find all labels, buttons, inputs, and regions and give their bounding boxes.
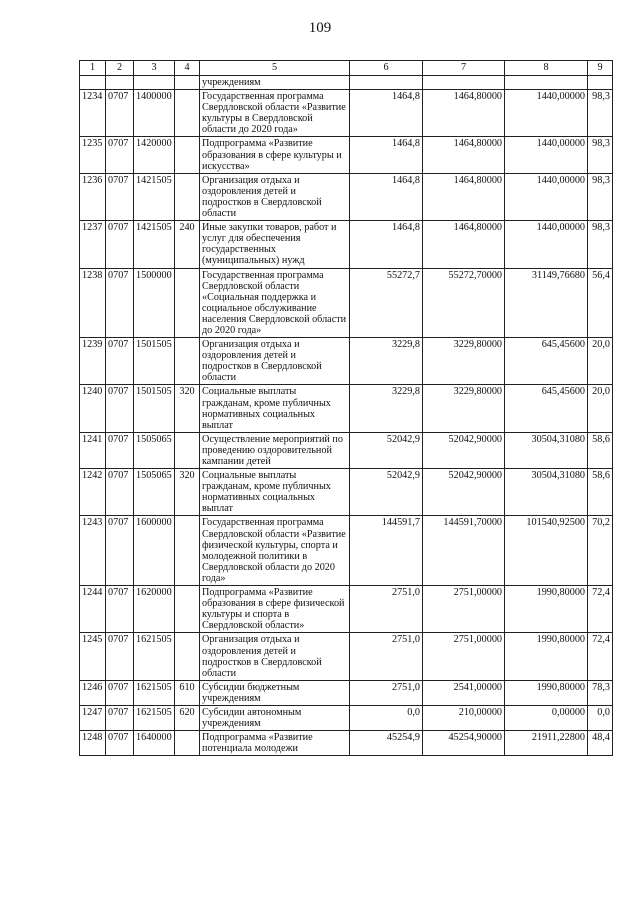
table-row xyxy=(80,221,613,268)
section-code-cell: 0707 xyxy=(106,516,134,586)
target-code-cell: 1501505 xyxy=(134,338,175,385)
section-code-cell: 0707 xyxy=(106,731,134,756)
planned-amount-cell: 2751,0 xyxy=(350,586,423,633)
executed-amount-cell xyxy=(505,76,588,90)
executed-amount-cell: 1440,00000 xyxy=(505,221,588,268)
table-row xyxy=(80,385,613,432)
executed-amount-cell: 1440,00000 xyxy=(505,90,588,137)
planned-amount-cell: 3229,8 xyxy=(350,385,423,432)
adjusted-amount-cell: 2541,00000 xyxy=(423,680,505,705)
table-row xyxy=(80,586,613,633)
adjusted-amount-cell: 1464,80000 xyxy=(423,221,505,268)
target-code-cell: 1621505 xyxy=(134,633,175,680)
target-code-cell: 1421505 xyxy=(134,173,175,220)
description-cell: Социальные выплаты гражданам, кроме публичных нормативных социальных выплат xyxy=(200,385,350,432)
description-cell: Субсидии бюджетным учреждениям xyxy=(200,680,350,705)
table-row xyxy=(80,469,613,516)
description-cell: Подпрограмма «Развитие образования в сфере физической культуры и спорта в Свердловской области» xyxy=(200,586,350,633)
adjusted-amount-cell: 2751,00000 xyxy=(423,633,505,680)
target-code-cell: 1501505 xyxy=(134,385,175,432)
planned-amount-cell: 52042,9 xyxy=(350,469,423,516)
target-code-cell: 1400000 xyxy=(134,90,175,137)
target-code-cell: 1500000 xyxy=(134,268,175,338)
expense-code-cell xyxy=(175,268,200,338)
execution-percent-cell: 0,0 xyxy=(588,705,613,730)
column-header-1: 1 xyxy=(80,61,106,76)
expense-code-cell xyxy=(175,76,200,90)
target-code-cell xyxy=(134,76,175,90)
table-row xyxy=(80,705,613,730)
budget-table xyxy=(79,60,613,756)
table-row xyxy=(80,137,613,173)
expense-code-cell: 610 xyxy=(175,680,200,705)
column-header-8: 8 xyxy=(505,61,588,76)
section-code-cell: 0707 xyxy=(106,268,134,338)
planned-amount-cell: 0,0 xyxy=(350,705,423,730)
description-cell: Организация отдыха и оздоровления детей и подростков в Свердловской области xyxy=(200,338,350,385)
description-cell: Подпрограмма «Развитие потенциала молодежи xyxy=(200,731,350,756)
execution-percent-cell: 58,6 xyxy=(588,469,613,516)
executed-amount-cell: 30504,31080 xyxy=(505,469,588,516)
column-header-3: 3 xyxy=(134,61,175,76)
executed-amount-cell: 21911,22800 xyxy=(505,731,588,756)
adjusted-amount-cell: 1464,80000 xyxy=(423,173,505,220)
expense-code-cell xyxy=(175,173,200,220)
planned-amount-cell: 52042,9 xyxy=(350,432,423,468)
section-code-cell: 0707 xyxy=(106,586,134,633)
description-cell: Государственная программа Свердловской области «Развитие физической культуры, спорта и молодежной политики в Свердловской области до 2020 года» xyxy=(200,516,350,586)
table-row xyxy=(80,516,613,586)
execution-percent-cell: 98,3 xyxy=(588,173,613,220)
target-code-cell: 1620000 xyxy=(134,586,175,633)
section-code-cell: 0707 xyxy=(106,385,134,432)
target-code-cell: 1421505 xyxy=(134,221,175,268)
description-cell: Организация отдыха и оздоровления детей и подростков в Свердловской области xyxy=(200,633,350,680)
expense-code-cell xyxy=(175,338,200,385)
execution-percent-cell: 72,4 xyxy=(588,586,613,633)
row-number-cell: 1237 xyxy=(80,221,106,268)
table-row xyxy=(80,633,613,680)
description-cell: Субсидии автономным учреждениям xyxy=(200,705,350,730)
table-row xyxy=(80,731,613,756)
executed-amount-cell: 645,45600 xyxy=(505,338,588,385)
adjusted-amount-cell: 55272,70000 xyxy=(423,268,505,338)
executed-amount-cell: 101540,92500 xyxy=(505,516,588,586)
expense-code-cell: 320 xyxy=(175,469,200,516)
expense-code-cell: 320 xyxy=(175,385,200,432)
planned-amount-cell: 2751,0 xyxy=(350,633,423,680)
table-body xyxy=(80,76,613,756)
adjusted-amount-cell: 210,00000 xyxy=(423,705,505,730)
adjusted-amount-cell: 1464,80000 xyxy=(423,137,505,173)
table-row xyxy=(80,680,613,705)
table-row xyxy=(80,432,613,468)
target-code-cell: 1420000 xyxy=(134,137,175,173)
execution-percent-cell: 56,4 xyxy=(588,268,613,338)
row-number-cell: 1240 xyxy=(80,385,106,432)
expense-code-cell xyxy=(175,432,200,468)
expense-code-cell: 620 xyxy=(175,705,200,730)
adjusted-amount-cell: 1464,80000 xyxy=(423,90,505,137)
executed-amount-cell: 1990,80000 xyxy=(505,633,588,680)
section-code-cell xyxy=(106,76,134,90)
expense-code-cell xyxy=(175,137,200,173)
row-number-cell: 1245 xyxy=(80,633,106,680)
table-row xyxy=(80,268,613,338)
executed-amount-cell: 0,00000 xyxy=(505,705,588,730)
page-number: 109 xyxy=(308,20,332,36)
expense-code-cell xyxy=(175,633,200,680)
description-cell: Подпрограмма «Развитие образования в сфере культуры и искусства» xyxy=(200,137,350,173)
description-cell: Государственная программа Свердловской области «Развитие культуры в Свердловской области до 2020 года» xyxy=(200,90,350,137)
table-row xyxy=(80,173,613,220)
section-code-cell: 0707 xyxy=(106,90,134,137)
target-code-cell: 1505065 xyxy=(134,432,175,468)
row-number-cell: 1243 xyxy=(80,516,106,586)
adjusted-amount-cell: 52042,90000 xyxy=(423,432,505,468)
planned-amount-cell xyxy=(350,76,423,90)
execution-percent-cell: 48,4 xyxy=(588,731,613,756)
execution-percent-cell: 78,3 xyxy=(588,680,613,705)
row-number-cell: 1239 xyxy=(80,338,106,385)
row-number-cell: 1244 xyxy=(80,586,106,633)
target-code-cell: 1621505 xyxy=(134,680,175,705)
execution-percent-cell: 20,0 xyxy=(588,338,613,385)
column-header-6: 6 xyxy=(350,61,423,76)
planned-amount-cell: 3229,8 xyxy=(350,338,423,385)
expense-code-cell: 240 xyxy=(175,221,200,268)
executed-amount-cell: 1990,80000 xyxy=(505,680,588,705)
adjusted-amount-cell: 144591,70000 xyxy=(423,516,505,586)
column-header-7: 7 xyxy=(423,61,505,76)
section-code-cell: 0707 xyxy=(106,173,134,220)
row-number-cell: 1242 xyxy=(80,469,106,516)
table-header-row xyxy=(80,61,613,76)
execution-percent-cell: 70,2 xyxy=(588,516,613,586)
execution-percent-cell: 72,4 xyxy=(588,633,613,680)
execution-percent-cell: 98,3 xyxy=(588,137,613,173)
execution-percent-cell: 98,3 xyxy=(588,90,613,137)
row-number-cell: 1247 xyxy=(80,705,106,730)
row-number-cell: 1236 xyxy=(80,173,106,220)
description-cell: учреждениям xyxy=(200,76,350,90)
expense-code-cell xyxy=(175,516,200,586)
expense-code-cell xyxy=(175,731,200,756)
executed-amount-cell: 1990,80000 xyxy=(505,586,588,633)
section-code-cell: 0707 xyxy=(106,338,134,385)
description-cell: Социальные выплаты гражданам, кроме публичных нормативных социальных выплат xyxy=(200,469,350,516)
row-number-cell: 1235 xyxy=(80,137,106,173)
execution-percent-cell: 98,3 xyxy=(588,221,613,268)
adjusted-amount-cell: 52042,90000 xyxy=(423,469,505,516)
planned-amount-cell: 55272,7 xyxy=(350,268,423,338)
description-cell: Осуществление мероприятий по проведению оздоровительной кампании детей xyxy=(200,432,350,468)
planned-amount-cell: 1464,8 xyxy=(350,221,423,268)
section-code-cell: 0707 xyxy=(106,432,134,468)
planned-amount-cell: 1464,8 xyxy=(350,173,423,220)
section-code-cell: 0707 xyxy=(106,680,134,705)
section-code-cell: 0707 xyxy=(106,221,134,268)
executed-amount-cell: 1440,00000 xyxy=(505,137,588,173)
adjusted-amount-cell xyxy=(423,76,505,90)
target-code-cell: 1621505 xyxy=(134,705,175,730)
description-cell: Организация отдыха и оздоровления детей и подростков в Свердловской области xyxy=(200,173,350,220)
row-number-cell: 1246 xyxy=(80,680,106,705)
execution-percent-cell: 58,6 xyxy=(588,432,613,468)
planned-amount-cell: 1464,8 xyxy=(350,90,423,137)
adjusted-amount-cell: 3229,80000 xyxy=(423,338,505,385)
row-number-cell xyxy=(80,76,106,90)
section-code-cell: 0707 xyxy=(106,633,134,680)
row-number-cell: 1234 xyxy=(80,90,106,137)
planned-amount-cell: 2751,0 xyxy=(350,680,423,705)
executed-amount-cell: 645,45600 xyxy=(505,385,588,432)
planned-amount-cell: 144591,7 xyxy=(350,516,423,586)
execution-percent-cell xyxy=(588,76,613,90)
expense-code-cell xyxy=(175,90,200,137)
adjusted-amount-cell: 45254,90000 xyxy=(423,731,505,756)
description-cell: Государственная программа Свердловской области «Социальная поддержка и социальное обслуживание населения Свердловской области до 2020 года» xyxy=(200,268,350,338)
executed-amount-cell: 30504,31080 xyxy=(505,432,588,468)
table-row xyxy=(80,90,613,137)
target-code-cell: 1505065 xyxy=(134,469,175,516)
planned-amount-cell: 45254,9 xyxy=(350,731,423,756)
planned-amount-cell: 1464,8 xyxy=(350,137,423,173)
executed-amount-cell: 1440,00000 xyxy=(505,173,588,220)
column-header-5: 5 xyxy=(200,61,350,76)
description-cell: Иные закупки товаров, работ и услуг для обеспечения государственных (муниципальных) нужд xyxy=(200,221,350,268)
section-code-cell: 0707 xyxy=(106,705,134,730)
column-header-2: 2 xyxy=(106,61,134,76)
column-header-4: 4 xyxy=(175,61,200,76)
row-number-cell: 1241 xyxy=(80,432,106,468)
section-code-cell: 0707 xyxy=(106,469,134,516)
executed-amount-cell: 31149,76680 xyxy=(505,268,588,338)
adjusted-amount-cell: 2751,00000 xyxy=(423,586,505,633)
execution-percent-cell: 20,0 xyxy=(588,385,613,432)
row-number-cell: 1248 xyxy=(80,731,106,756)
adjusted-amount-cell: 3229,80000 xyxy=(423,385,505,432)
section-code-cell: 0707 xyxy=(106,137,134,173)
target-code-cell: 1640000 xyxy=(134,731,175,756)
table-row xyxy=(80,76,613,90)
table-row xyxy=(80,338,613,385)
column-header-9: 9 xyxy=(588,61,613,76)
target-code-cell: 1600000 xyxy=(134,516,175,586)
row-number-cell: 1238 xyxy=(80,268,106,338)
expense-code-cell xyxy=(175,586,200,633)
